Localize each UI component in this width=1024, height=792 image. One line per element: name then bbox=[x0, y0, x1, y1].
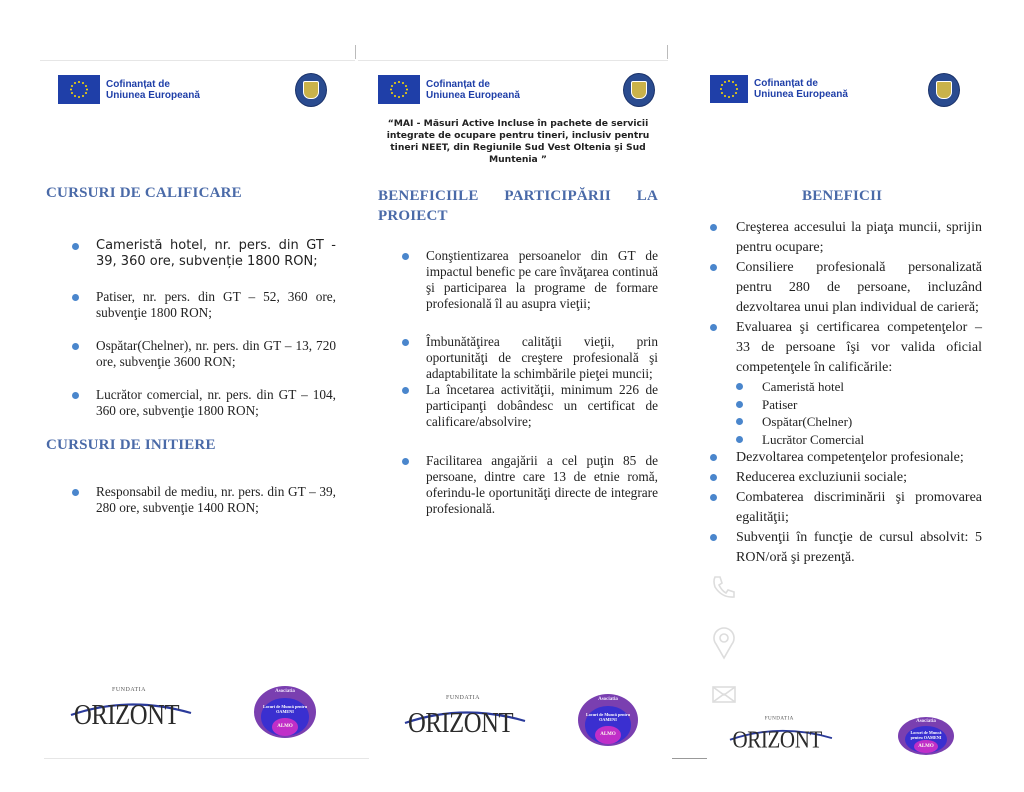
list-item-text: Reducerea excluziunii sociale; bbox=[736, 470, 908, 485]
list-item bbox=[72, 338, 336, 370]
beneficii-list bbox=[710, 218, 982, 568]
eu-text-line2: Uniunea Europeană bbox=[754, 89, 848, 100]
eu-text-line1: Cofinanțat de bbox=[754, 78, 818, 89]
sub-list-item-text: Cameristă hotel bbox=[762, 379, 844, 394]
eu-cofinancing-logo bbox=[710, 75, 848, 103]
list-item bbox=[402, 453, 658, 517]
sub-list-item bbox=[736, 431, 982, 449]
beneficiile-list bbox=[402, 248, 658, 517]
list-item-text: Conştientizarea persoanelor din GT de impactul benefic pe care învăţarea continuă şi participarea la programe de formare profesională îl au asupra vieţii; bbox=[426, 248, 658, 311]
bullet-icon bbox=[402, 458, 409, 465]
almo-mid-text: Locuri de Muncă pentru OAMENI bbox=[585, 711, 631, 722]
romanian-government-crest-icon bbox=[295, 73, 327, 107]
sub-list-item bbox=[736, 396, 982, 414]
list-item-text: Evaluarea şi certificarea competenţelor – 33 de persoane îşi vor valida oficial competenţele în calificările: bbox=[736, 320, 982, 375]
orizont-logo bbox=[64, 687, 194, 737]
location-pin-icon bbox=[712, 626, 736, 665]
almo-mid-text: Locuri de Muncă pentru OAMENI bbox=[910, 729, 942, 740]
eu-cofinancing-logo bbox=[378, 75, 520, 104]
heading-beneficiile-participarii: BENEFICIILE PARTICIPĂRII LA PROIECT bbox=[378, 188, 658, 224]
list-item bbox=[402, 334, 658, 382]
almo-name: ALMO bbox=[277, 724, 293, 730]
calificare-list bbox=[72, 289, 336, 321]
list-item-text: Îmbunătăţirea calităţii vieţii, prin oportunităţi de creştere profesională şi adaptabilitate la schimbările pieţei muncii; bbox=[426, 334, 658, 381]
eu-flag-icon bbox=[378, 75, 420, 104]
almo-name: ALMO bbox=[918, 744, 934, 750]
list-item-text: Consiliere profesională personalizată pentru 280 de persoane, incluzând dezvoltarea unui plan individual de carieră; bbox=[736, 260, 982, 315]
eu-text-line2: Uniunea Europeană bbox=[426, 89, 520, 101]
project-title: “MAI - Măsuri Active Incluse în pachete de servicii integrate de ocupare pentru tineri, inclusiv pentru tineri NEET, din Regiunile Sud Vest Oltenia şi Sud Muntenia ” bbox=[386, 118, 650, 165]
page-bottom-rule bbox=[672, 758, 707, 759]
eu-flag-icon bbox=[58, 75, 100, 104]
fold-marker bbox=[355, 45, 356, 59]
almo-top-text: Asociatia bbox=[598, 697, 618, 703]
almo-top-text: Asociatia bbox=[916, 719, 936, 725]
orizont-name: ORIZONT bbox=[408, 707, 514, 739]
list-item-text: La încetarea activităţii, minimum 226 de participanţi dobândesc un certificat de calificare/absolvire; bbox=[426, 382, 658, 429]
bullet-icon bbox=[402, 253, 409, 260]
list-item-text: Combaterea discriminării şi promovarea egalităţii; bbox=[736, 490, 982, 525]
bullet-icon bbox=[72, 343, 79, 350]
almo-name: ALMO bbox=[600, 732, 616, 738]
list-item-text: Facilitarea angajării a cel puţin 85 de persoane, dintre care 13 de etnie romă, oferindu-le oportunităţi directe de integrare profesională. bbox=[426, 453, 658, 516]
bullet-icon bbox=[710, 494, 717, 501]
list-item bbox=[710, 488, 982, 528]
almo-mid-text: Locuri de Muncă pentru OAMENI bbox=[262, 703, 308, 714]
eu-text-line1: Cofinanțat de bbox=[426, 78, 490, 90]
orizont-logo bbox=[398, 695, 528, 745]
calificari-sublist bbox=[736, 378, 982, 448]
fold-marker bbox=[667, 45, 668, 59]
bullet-icon bbox=[402, 387, 409, 394]
orizont-fundatia-text: FUNDATIA bbox=[446, 695, 480, 701]
bullet-icon bbox=[736, 401, 743, 408]
list-item bbox=[710, 318, 982, 448]
bullet-icon bbox=[72, 489, 79, 496]
eu-text-line2: Uniunea Europeană bbox=[106, 89, 200, 101]
sub-list-item bbox=[736, 413, 982, 431]
list-item bbox=[402, 382, 658, 430]
panel-beneficiile bbox=[372, 0, 664, 792]
phone-icon bbox=[710, 574, 736, 605]
envelope-icon bbox=[712, 686, 736, 709]
list-item-text: Patiser, nr. pers. din GT – 52, 360 ore, subvenţie 1800 RON; bbox=[96, 289, 336, 320]
list-item bbox=[710, 218, 982, 258]
orizont-name: ORIZONT bbox=[732, 726, 822, 754]
romanian-government-crest-icon bbox=[623, 73, 655, 107]
list-item bbox=[710, 448, 982, 468]
heading-cursuri-initiere: CURSURI DE INITIERE bbox=[46, 437, 216, 453]
bullet-icon bbox=[72, 392, 79, 399]
bullet-icon bbox=[710, 534, 717, 541]
bullet-icon bbox=[710, 264, 717, 271]
almo-logo bbox=[898, 717, 954, 755]
list-item-text: Lucrător comercial, nr. pers. din GT – 104, 360 ore, subvenţie 1800 RON; bbox=[96, 387, 336, 418]
list-item-text: Cameristă hotel, nr. pers. din GT - 39, 360 ore, subvenție 1800 RON; bbox=[96, 238, 336, 269]
list-item bbox=[72, 484, 336, 516]
bullet-icon bbox=[710, 474, 717, 481]
list-item-text: Creşterea accesului la piaţa muncii, sprijin pentru ocupare; bbox=[736, 220, 982, 255]
calificare-list bbox=[72, 387, 336, 419]
list-item bbox=[402, 248, 658, 312]
heading-beneficii: BENEFICII bbox=[802, 188, 883, 204]
list-item-text: Dezvoltarea competenţelor profesionale; bbox=[736, 450, 964, 465]
sub-list-item bbox=[736, 378, 982, 396]
bullet-icon bbox=[736, 436, 743, 443]
heading-cursuri-calificare: CURSURI DE CALIFICARE bbox=[46, 185, 242, 201]
bullet-icon bbox=[72, 294, 79, 301]
panel-beneficii bbox=[706, 0, 986, 792]
list-item-text: Subvenţii în funcţie de cursul absolvit: 5 RON/oră şi prezenţă. bbox=[736, 530, 982, 565]
calificare-list bbox=[72, 338, 336, 370]
bullet-icon bbox=[72, 243, 79, 250]
sub-list-item-text: Patiser bbox=[762, 396, 798, 412]
bullet-icon bbox=[736, 383, 743, 390]
bullet-icon bbox=[710, 454, 717, 461]
orizont-fundatia-text: FUNDATIA bbox=[764, 716, 794, 722]
romanian-government-crest-icon bbox=[928, 73, 960, 107]
bullet-icon bbox=[710, 324, 717, 331]
bullet-icon bbox=[736, 418, 743, 425]
bullet-icon bbox=[710, 224, 717, 231]
eu-text-line1: Cofinanțat de bbox=[106, 78, 170, 90]
sub-list-item-text: Lucrător Comercial bbox=[762, 431, 865, 447]
list-item bbox=[72, 238, 336, 270]
sub-list-item-text: Ospătar(Chelner) bbox=[762, 414, 853, 429]
bullet-icon bbox=[402, 339, 409, 346]
list-item bbox=[710, 258, 982, 318]
orizont-logo bbox=[724, 716, 835, 759]
initiere-list bbox=[72, 484, 336, 516]
orizont-fundatia-text: FUNDATIA bbox=[112, 687, 146, 693]
almo-top-text: Asociatia bbox=[275, 689, 295, 695]
list-item-text: Responsabil de mediu, nr. pers. din GT – 39, 280 ore, subvenţie 1400 RON; bbox=[96, 484, 336, 515]
eu-flag-icon bbox=[710, 75, 748, 103]
list-item bbox=[72, 289, 336, 321]
calificare-list bbox=[72, 238, 336, 270]
list-item bbox=[72, 387, 336, 419]
list-item-text: Ospătar(Chelner), nr. pers. din GT – 13, 720 ore, subvenţie 3600 RON; bbox=[96, 338, 336, 369]
list-item bbox=[710, 528, 982, 568]
almo-logo bbox=[254, 686, 316, 738]
almo-logo bbox=[578, 694, 638, 746]
eu-cofinancing-logo bbox=[58, 75, 200, 104]
list-item bbox=[710, 468, 982, 488]
orizont-name: ORIZONT bbox=[74, 699, 180, 731]
panel-cursuri bbox=[40, 0, 355, 792]
